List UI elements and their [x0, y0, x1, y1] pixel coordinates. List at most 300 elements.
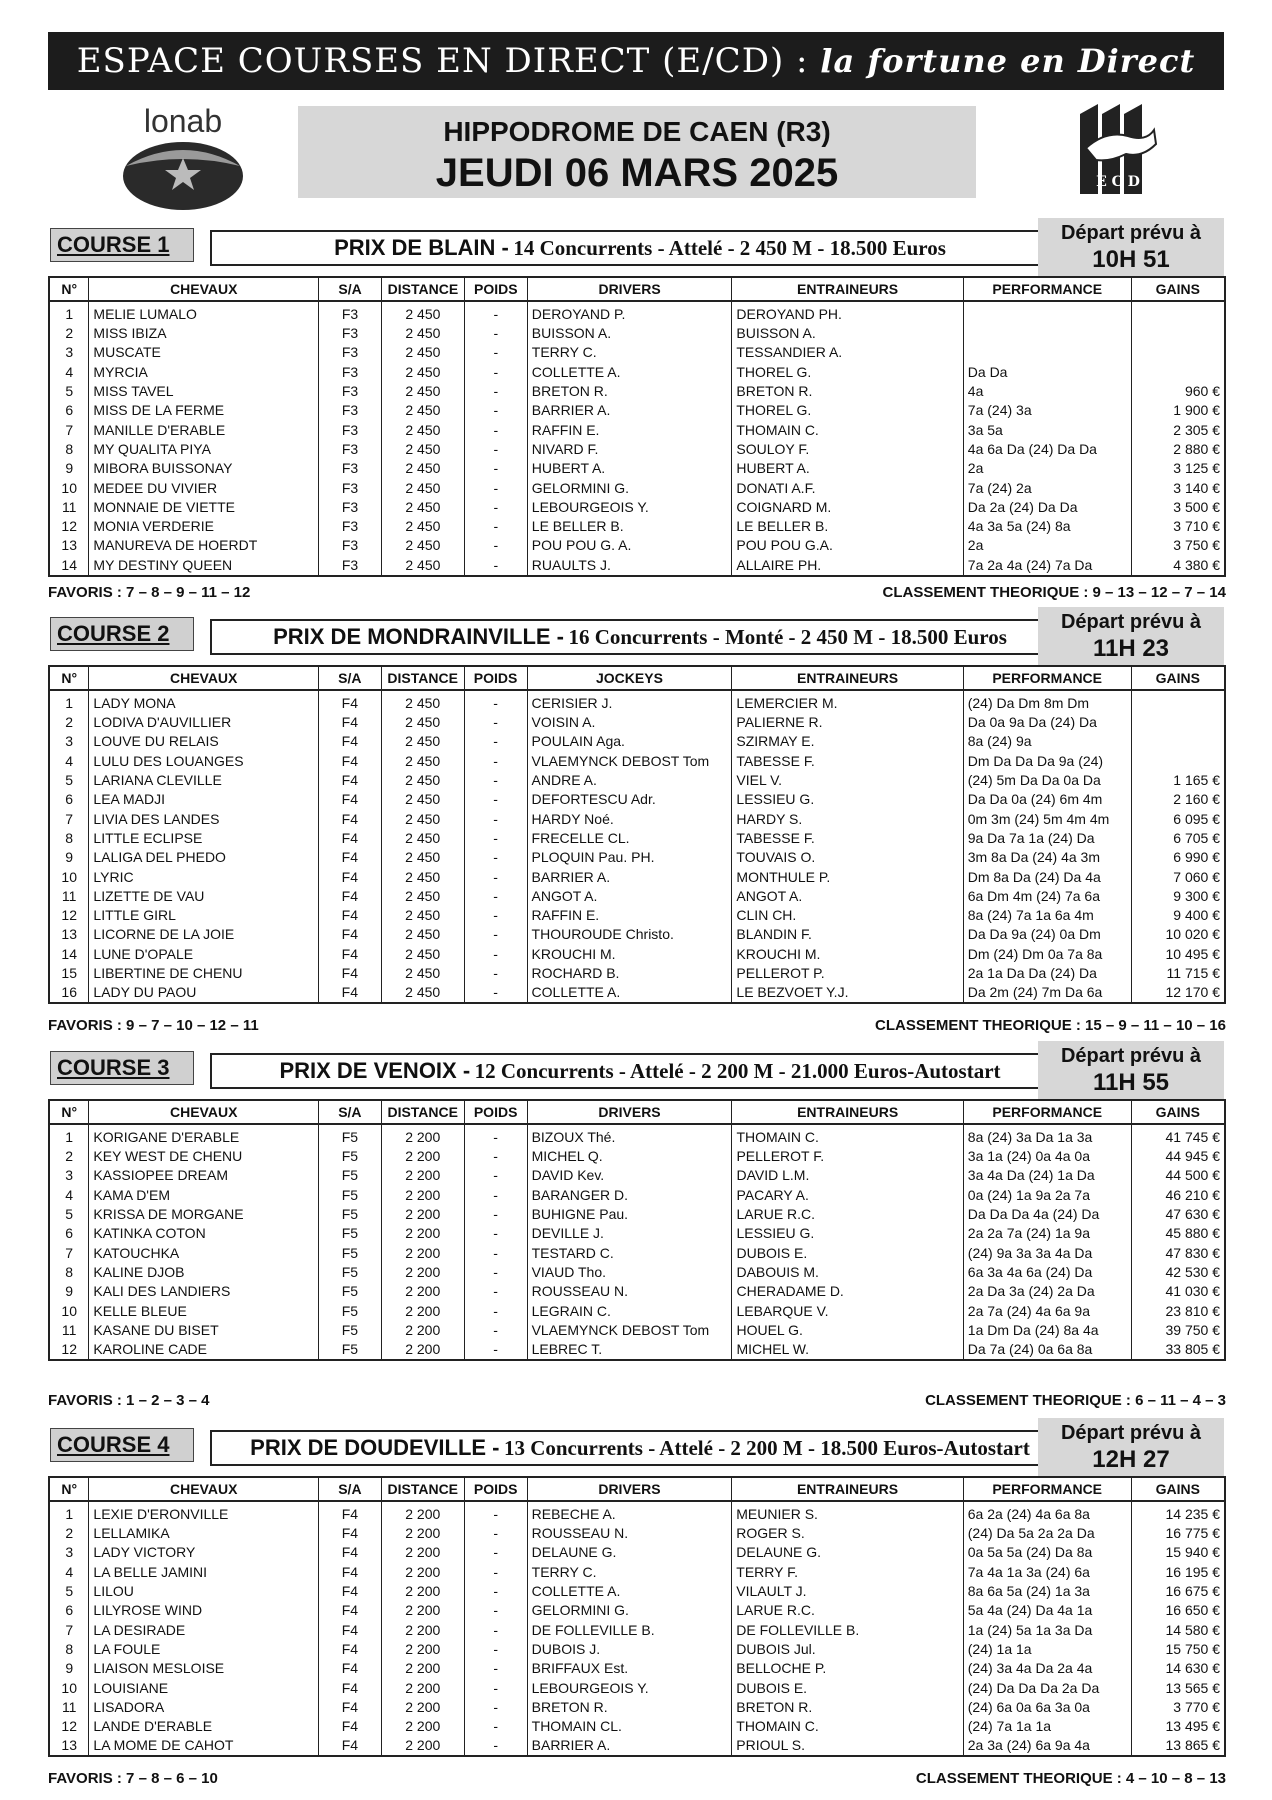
theoretical-ranking: CLASSEMENT THEORIQUE : 4 – 10 – 8 – 13 [915, 1770, 1226, 1787]
table-row [49, 964, 1225, 983]
performance-cell: (24) Da Da Da 2a Da [963, 1678, 1131, 1697]
course-title [210, 619, 1070, 655]
earnings-cell: 41 745 € [1131, 1124, 1225, 1147]
table-row [49, 887, 1225, 906]
runners-table [48, 1476, 1226, 1757]
number-cell: 2 [49, 713, 89, 732]
number-cell: 11 [49, 1698, 89, 1717]
rider-cell: HARDY Noé. [527, 809, 732, 828]
distance-cell: 2 200 [381, 1501, 464, 1524]
column-header-horse: CHEVAUX [89, 1100, 319, 1124]
sex-age-cell: F3 [319, 343, 382, 362]
performance-cell: 7a (24) 3a [963, 401, 1131, 420]
earnings-cell: 9 400 € [1131, 906, 1225, 925]
trainer-cell: VILAULT J. [732, 1582, 963, 1601]
column-header-rider: JOCKEYS [527, 666, 732, 690]
performance-cell: 7a 2a 4a (24) 7a Da [963, 556, 1131, 576]
departure-time: 10H 51 [1092, 246, 1170, 273]
table-row [49, 1166, 1225, 1185]
sex-age-cell: F5 [318, 1263, 381, 1282]
horse-cell: LITTLE GIRL [89, 906, 319, 925]
horse-cell: LEXIE D'ERONVILLE [89, 1501, 319, 1524]
earnings-cell: 45 880 € [1131, 1224, 1225, 1243]
rider-cell: BARRIER A. [527, 867, 732, 886]
table-row [49, 301, 1225, 324]
weight-cell: - [464, 1124, 527, 1147]
horse-cell: LELLAMIKA [89, 1524, 319, 1543]
table-row [49, 732, 1225, 751]
weight-cell: - [464, 324, 527, 343]
distance-cell: 2 450 [381, 343, 464, 362]
horse-cell: LADY VICTORY [89, 1543, 319, 1562]
performance-cell: 2a 3a (24) 6a 9a 4a [963, 1736, 1131, 1756]
rider-cell: DEVILLE J. [527, 1224, 732, 1243]
horse-cell: LA BELLE JAMINI [89, 1563, 319, 1582]
rider-cell: RAFFIN E. [527, 906, 732, 925]
distance-cell: 2 450 [381, 713, 464, 732]
race-day-header [298, 106, 976, 198]
earnings-cell: 39 750 € [1131, 1321, 1225, 1340]
table-row [49, 1321, 1225, 1340]
column-header-number: N° [49, 1477, 89, 1501]
horse-cell: MONIA VERDERIE [89, 517, 319, 536]
race-description: 14 Concurrents - Attelé - 2 450 M - 18.500 Euros [513, 236, 946, 260]
table-row [49, 867, 1225, 886]
sex-age-cell: F5 [318, 1224, 381, 1243]
table-row [49, 1243, 1225, 1262]
table-row [49, 829, 1225, 848]
earnings-cell: 16 775 € [1131, 1524, 1225, 1543]
horse-cell: KALINE DJOB [89, 1263, 319, 1282]
departure-time: 12H 27 [1092, 1446, 1170, 1473]
distance-cell: 2 450 [381, 517, 464, 536]
weight-cell: - [464, 790, 527, 809]
trainer-cell: LE BEZVOET Y.J. [732, 983, 963, 1003]
horse-cell: LA FOULE [89, 1640, 319, 1659]
table-row [49, 1563, 1225, 1582]
earnings-cell: 41 030 € [1131, 1282, 1225, 1301]
weight-cell: - [464, 1543, 527, 1562]
rider-cell: BUHIGNE Pau. [527, 1205, 732, 1224]
rider-cell: TERRY C. [527, 343, 732, 362]
rider-cell: BRETON R. [527, 1698, 732, 1717]
earnings-cell: 6 705 € [1131, 829, 1225, 848]
sex-age-cell: F5 [318, 1124, 381, 1147]
distance-cell: 2 200 [381, 1124, 464, 1147]
earnings-cell: 11 715 € [1131, 964, 1225, 983]
number-cell: 7 [49, 1620, 89, 1639]
rider-cell: RUAULTS J. [527, 556, 732, 576]
weight-cell: - [464, 752, 527, 771]
horse-cell: LODIVA D'AUVILLIER [89, 713, 319, 732]
trainer-cell: PALIERNE R. [732, 713, 963, 732]
earnings-cell: 44 500 € [1131, 1166, 1225, 1185]
sex-age-cell: F4 [318, 713, 381, 732]
horse-cell: MANUREVA DE HOERDT [89, 536, 319, 555]
earnings-cell [1131, 324, 1225, 343]
number-cell: 11 [49, 887, 89, 906]
number-cell: 1 [49, 1501, 89, 1524]
trainer-cell: TABESSE F. [732, 752, 963, 771]
sex-age-cell: F5 [318, 1301, 381, 1320]
earnings-cell: 6 095 € [1131, 809, 1225, 828]
trainer-cell: BELLOCHE P. [732, 1659, 963, 1678]
lonab-logo-text: lonab [143, 104, 223, 139]
weight-cell: - [464, 1501, 527, 1524]
weight-cell: - [464, 1659, 527, 1678]
rider-cell: DAVID Kev. [527, 1166, 732, 1185]
number-cell: 2 [49, 1147, 89, 1166]
distance-cell: 2 450 [381, 848, 464, 867]
horse-cell: LEA MADJI [89, 790, 319, 809]
number-cell: 11 [49, 498, 89, 517]
distance-cell: 2 200 [381, 1166, 464, 1185]
column-header-number: N° [49, 277, 89, 301]
trainer-cell: PACARY A. [732, 1186, 963, 1205]
distance-cell: 2 200 [381, 1717, 464, 1736]
performance-cell: 3m 8a Da (24) 4a 3m [963, 848, 1131, 867]
sex-age-cell: F3 [319, 556, 382, 576]
number-cell: 8 [49, 440, 89, 459]
trainer-cell: KROUCHI M. [732, 945, 963, 964]
performance-cell: 6a 3a 4a 6a (24) Da [963, 1263, 1131, 1282]
performance-cell: 6a Dm 4m (24) 7a 6a [963, 887, 1131, 906]
table-row [49, 1282, 1225, 1301]
column-header-horse: CHEVAUX [89, 666, 319, 690]
performance-cell: 6a 2a (24) 4a 6a 8a [963, 1501, 1131, 1524]
earnings-cell: 47 630 € [1131, 1205, 1225, 1224]
distance-cell: 2 450 [381, 401, 464, 420]
table-row [49, 1678, 1225, 1697]
number-cell: 12 [49, 1340, 89, 1360]
sex-age-cell: F3 [319, 498, 382, 517]
rider-cell: DEROYAND P. [527, 301, 732, 324]
column-header-performance: PERFORMANCE [963, 1477, 1131, 1501]
trainer-cell: COIGNARD M. [732, 498, 963, 517]
horse-cell: LIBERTINE DE CHENU [89, 964, 319, 983]
horse-cell: LALIGA DEL PHEDO [89, 848, 319, 867]
distance-cell: 2 450 [381, 324, 464, 343]
distance-cell: 2 200 [381, 1659, 464, 1678]
performance-cell: 0m 3m (24) 5m 4m 4m [963, 809, 1131, 828]
trainer-cell: DAVID L.M. [732, 1166, 963, 1185]
rider-cell: GELORMINI G. [527, 1601, 732, 1620]
weight-cell: - [464, 363, 527, 382]
number-cell: 10 [49, 867, 89, 886]
sex-age-cell: F4 [319, 1659, 382, 1678]
earnings-cell: 4 380 € [1131, 556, 1225, 576]
table-header-row [49, 666, 1225, 690]
earnings-cell: 14 630 € [1131, 1659, 1225, 1678]
performance-cell: Da 0a 9a Da (24) Da [963, 713, 1131, 732]
table-row [49, 713, 1225, 732]
trainer-cell: TERRY F. [732, 1563, 963, 1582]
sex-age-cell: F4 [318, 752, 381, 771]
earnings-cell: 44 945 € [1131, 1147, 1225, 1166]
distance-cell: 2 450 [381, 983, 464, 1003]
table-row [49, 752, 1225, 771]
rider-cell: COLLETTE A. [527, 1582, 732, 1601]
sex-age-cell: F3 [319, 401, 382, 420]
horse-cell: KORIGANE D'ERABLE [89, 1124, 319, 1147]
rider-cell: LE BELLER B. [527, 517, 732, 536]
sex-age-cell: F3 [319, 301, 382, 324]
rider-cell: DELAUNE G. [527, 1543, 732, 1562]
performance-cell: Da Da [963, 363, 1131, 382]
trainer-cell: MEUNIER S. [732, 1501, 963, 1524]
distance-cell: 2 200 [381, 1321, 464, 1340]
number-cell: 4 [49, 1186, 89, 1205]
table-row [49, 1301, 1225, 1320]
horse-cell: MISS TAVEL [89, 382, 319, 401]
rider-cell: ROUSSEAU N. [527, 1524, 732, 1543]
theoretical-ranking: CLASSEMENT THEORIQUE : 6 – 11 – 4 – 3 [925, 1392, 1226, 1409]
rider-cell: BARANGER D. [527, 1186, 732, 1205]
table-row [49, 556, 1225, 576]
performance-cell: 3a 5a [963, 420, 1131, 439]
weight-cell: - [464, 1147, 527, 1166]
number-cell: 7 [49, 809, 89, 828]
sex-age-cell: F4 [318, 945, 381, 964]
earnings-cell: 42 530 € [1131, 1263, 1225, 1282]
rider-cell: LEBOURGEOIS Y. [527, 1678, 732, 1697]
number-cell: 2 [49, 1524, 89, 1543]
number-cell: 8 [49, 1640, 89, 1659]
sex-age-cell: F4 [319, 1582, 382, 1601]
trainer-cell: ALLAIRE PH. [732, 556, 963, 576]
horse-cell: LARIANA CLEVILLE [89, 771, 319, 790]
number-cell: 6 [49, 790, 89, 809]
rider-cell: LEBREC T. [527, 1340, 732, 1360]
sex-age-cell: F3 [319, 382, 382, 401]
performance-cell: Da 7a (24) 0a 6a 8a [963, 1340, 1131, 1360]
sex-age-cell: F4 [319, 1640, 382, 1659]
column-header-weight: POIDS [464, 1100, 527, 1124]
table-row [49, 1582, 1225, 1601]
course-footer [48, 584, 1226, 604]
trainer-cell: THOMAIN C. [732, 1124, 963, 1147]
sex-age-cell: F4 [318, 829, 381, 848]
table-row [49, 1205, 1225, 1224]
table-row [49, 440, 1225, 459]
number-cell: 12 [49, 1717, 89, 1736]
performance-cell: 0a (24) 1a 9a 2a 7a [963, 1186, 1131, 1205]
horse-cell: KALI DES LANDIERS [89, 1282, 319, 1301]
rider-cell: ROUSSEAU N. [527, 1282, 732, 1301]
runners-table [48, 1099, 1226, 1361]
performance-cell: 1a (24) 5a 1a 3a Da [963, 1620, 1131, 1639]
distance-cell: 2 200 [381, 1340, 464, 1360]
number-cell: 1 [49, 1124, 89, 1147]
horse-cell: LIAISON MESLOISE [89, 1659, 319, 1678]
rider-cell: CERISIER J. [527, 690, 732, 713]
performance-cell: 2a [963, 459, 1131, 478]
horse-cell: KASSIOPEE DREAM [89, 1166, 319, 1185]
horse-cell: LADY MONA [89, 690, 319, 713]
performance-cell: 7a 4a 1a 3a (24) 6a [963, 1563, 1131, 1582]
rider-cell: HUBERT A. [527, 459, 732, 478]
ecd-logo-text: E C D [1096, 174, 1140, 190]
table-row [49, 1601, 1225, 1620]
number-cell: 10 [49, 478, 89, 497]
horse-cell: LIZETTE DE VAU [89, 887, 319, 906]
distance-cell: 2 200 [381, 1736, 464, 1756]
earnings-cell: 16 650 € [1131, 1601, 1225, 1620]
earnings-cell: 13 565 € [1131, 1678, 1225, 1697]
column-header-earnings: GAINS [1131, 1100, 1225, 1124]
performance-cell: (24) 9a 3a 3a 4a Da [963, 1243, 1131, 1262]
distance-cell: 2 200 [381, 1263, 464, 1282]
horse-cell: LYRIC [89, 867, 319, 886]
column-header-trainer: ENTRAINEURS [732, 277, 963, 301]
trainer-cell: TOUVAIS O. [732, 848, 963, 867]
table-row [49, 459, 1225, 478]
performance-cell: 0a 5a 5a (24) Da 8a [963, 1543, 1131, 1562]
table-row [49, 945, 1225, 964]
favorites: FAVORIS : 1 – 2 – 3 – 4 [48, 1392, 210, 1409]
distance-cell: 2 200 [381, 1678, 464, 1697]
number-cell: 13 [49, 925, 89, 944]
table-row [49, 690, 1225, 713]
rider-cell: COLLETTE A. [527, 363, 732, 382]
table-row [49, 848, 1225, 867]
rider-cell: BRETON R. [527, 382, 732, 401]
earnings-cell: 3 500 € [1131, 498, 1225, 517]
table-row [49, 1659, 1225, 1678]
column-header-trainer: ENTRAINEURS [732, 666, 963, 690]
trainer-cell: SZIRMAY E. [732, 732, 963, 751]
sex-age-cell: F5 [318, 1321, 381, 1340]
rider-cell: BARRIER A. [527, 1736, 732, 1756]
earnings-cell: 960 € [1131, 382, 1225, 401]
weight-cell: - [464, 1524, 527, 1543]
number-cell: 16 [49, 983, 89, 1003]
column-header-trainer: ENTRAINEURS [732, 1477, 963, 1501]
rider-cell: BUISSON A. [527, 324, 732, 343]
distance-cell: 2 450 [381, 690, 464, 713]
sex-age-cell: F5 [318, 1340, 381, 1360]
sex-age-cell: F5 [318, 1282, 381, 1301]
distance-cell: 2 200 [381, 1301, 464, 1320]
weight-cell: - [464, 1340, 527, 1360]
earnings-cell: 33 805 € [1131, 1340, 1225, 1360]
column-header-earnings: GAINS [1131, 1477, 1225, 1501]
weight-cell: - [464, 478, 527, 497]
weight-cell: - [464, 1301, 527, 1320]
distance-cell: 2 200 [381, 1224, 464, 1243]
weight-cell: - [464, 1243, 527, 1262]
trainer-cell: THOMAIN C. [732, 1717, 963, 1736]
sex-age-cell: F4 [319, 1601, 382, 1620]
performance-cell: 7a (24) 2a [963, 478, 1131, 497]
race-name: PRIX DE DOUDEVILLE - [250, 1435, 500, 1460]
weight-cell: - [464, 536, 527, 555]
horse-cell: KAMA D'EM [89, 1186, 319, 1205]
horse-cell: KRISSA DE MORGANE [89, 1205, 319, 1224]
column-header-number: N° [49, 1100, 89, 1124]
sex-age-cell: F3 [319, 420, 382, 439]
distance-cell: 2 450 [381, 964, 464, 983]
lonab-logo [118, 104, 248, 214]
theoretical-ranking: CLASSEMENT THEORIQUE : 15 – 9 – 11 – 10 – 16 [875, 1017, 1226, 1034]
earnings-cell [1131, 690, 1225, 713]
sex-age-cell: F4 [318, 983, 381, 1003]
earnings-cell: 12 170 € [1131, 983, 1225, 1003]
sex-age-cell: F4 [319, 1620, 382, 1639]
rider-cell: FRECELLE CL. [527, 829, 732, 848]
sex-age-cell: F4 [319, 1501, 382, 1524]
departure-label: Départ prévu à [1060, 1422, 1202, 1444]
earnings-cell: 23 810 € [1131, 1301, 1225, 1320]
table-row [49, 983, 1225, 1003]
course-label: COURSE 3 [50, 1051, 194, 1085]
performance-cell: Da 2a (24) Da Da [963, 498, 1131, 517]
rider-cell: VLAEMYNCK DEBOST Tom [527, 752, 732, 771]
trainer-cell: BRETON R. [732, 382, 963, 401]
trainer-cell: LESSIEU G. [732, 1224, 963, 1243]
trainer-cell: THOREL G. [732, 401, 963, 420]
rider-cell: ANDRE A. [527, 771, 732, 790]
number-cell: 1 [49, 301, 89, 324]
number-cell: 6 [49, 1224, 89, 1243]
column-header-sex-age: S/A [318, 666, 381, 690]
number-cell: 13 [49, 536, 89, 555]
distance-cell: 2 200 [381, 1147, 464, 1166]
performance-cell: 2a 7a (24) 4a 6a 9a [963, 1301, 1131, 1320]
number-cell: 10 [49, 1678, 89, 1697]
distance-cell: 2 200 [381, 1243, 464, 1262]
earnings-cell [1131, 732, 1225, 751]
rider-cell: BARRIER A. [527, 401, 732, 420]
number-cell: 4 [49, 752, 89, 771]
weight-cell: - [464, 382, 527, 401]
number-cell: 11 [49, 1321, 89, 1340]
race-name: PRIX DE VENOIX - [279, 1058, 471, 1083]
distance-cell: 2 200 [381, 1205, 464, 1224]
number-cell: 8 [49, 829, 89, 848]
distance-cell: 2 450 [381, 925, 464, 944]
trainer-cell: BLANDIN F. [732, 925, 963, 944]
distance-cell: 2 450 [381, 790, 464, 809]
table-row [49, 906, 1225, 925]
trainer-cell: ROGER S. [732, 1524, 963, 1543]
trainer-cell: LEBARQUE V. [732, 1301, 963, 1320]
course-title [210, 1430, 1070, 1466]
earnings-cell: 15 750 € [1131, 1640, 1225, 1659]
weight-cell: - [464, 401, 527, 420]
earnings-cell: 3 770 € [1131, 1698, 1225, 1717]
weight-cell: - [464, 925, 527, 944]
distance-cell: 2 450 [381, 867, 464, 886]
table-row [49, 1717, 1225, 1736]
rider-cell: VLAEMYNCK DEBOST Tom [527, 1321, 732, 1340]
table-row [49, 1620, 1225, 1639]
column-header-rider: DRIVERS [527, 277, 732, 301]
weight-cell: - [464, 1321, 527, 1340]
horse-cell: LUNE D'OPALE [89, 945, 319, 964]
trainer-cell: HOUEL G. [732, 1321, 963, 1340]
performance-cell: (24) 3a 4a Da 2a 4a [963, 1659, 1131, 1678]
performance-cell [963, 301, 1131, 324]
sex-age-cell: F4 [318, 732, 381, 751]
column-header-performance: PERFORMANCE [963, 277, 1131, 301]
weight-cell: - [464, 343, 527, 362]
table-row [49, 498, 1225, 517]
performance-cell: 5a 4a (24) Da 4a 1a [963, 1601, 1131, 1620]
race-name: PRIX DE BLAIN - [334, 235, 509, 260]
trainer-cell: CLIN CH. [732, 906, 963, 925]
performance-cell: (24) Da 5a 2a 2a Da [963, 1524, 1131, 1543]
